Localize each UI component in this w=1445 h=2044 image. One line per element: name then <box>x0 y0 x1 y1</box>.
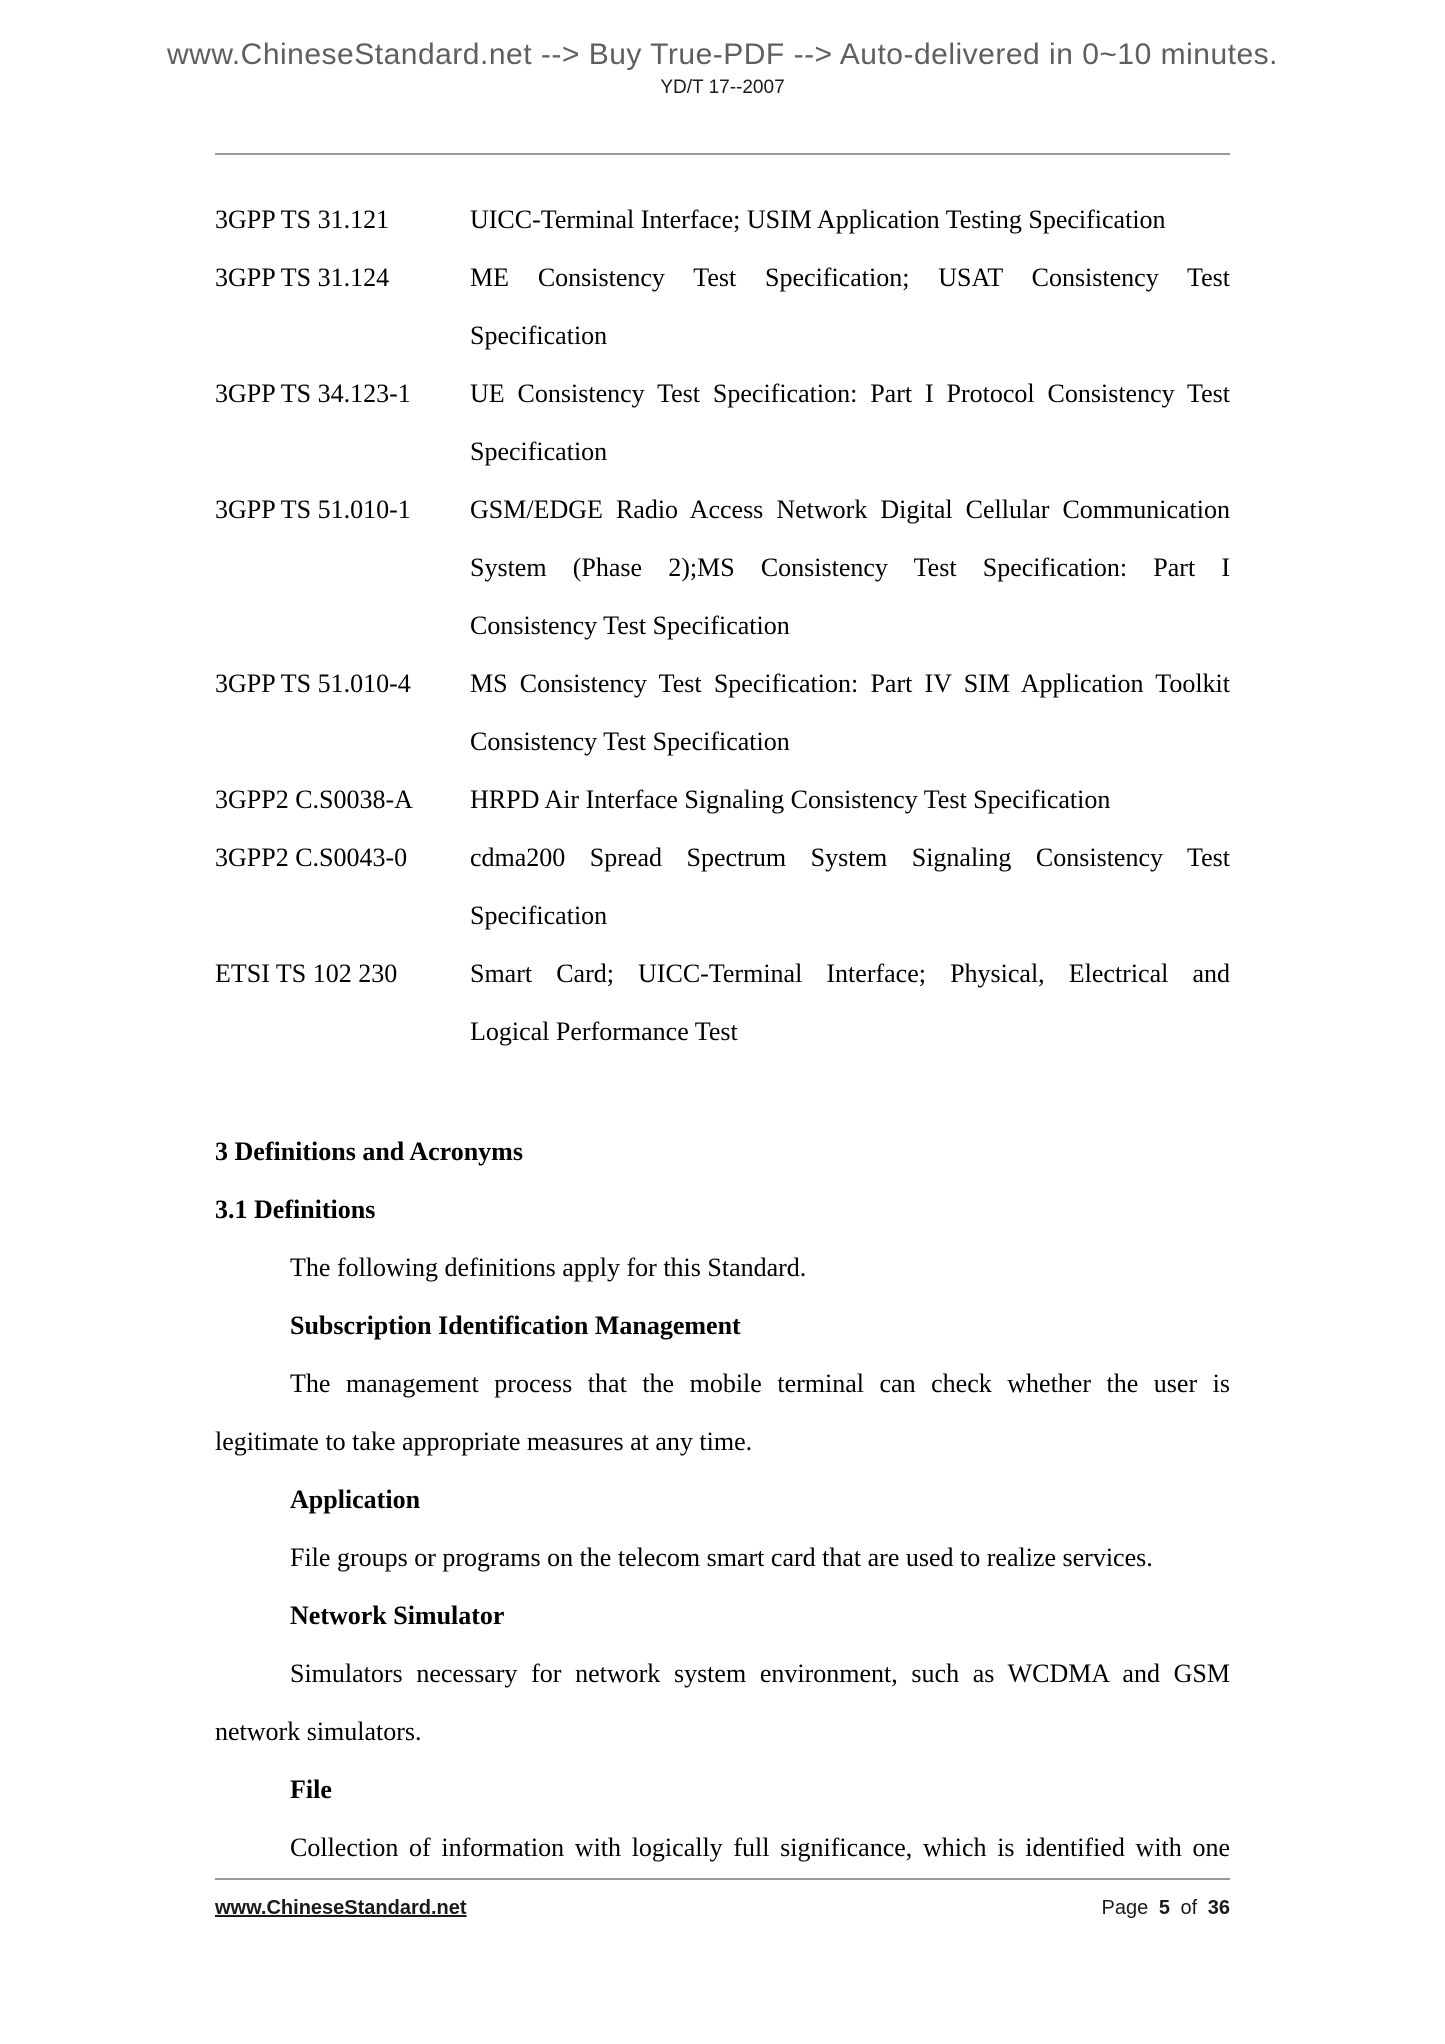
definition-line: network simulators. <box>215 1717 422 1746</box>
reference-description <box>470 365 1230 481</box>
reference-line: Specification <box>470 901 608 930</box>
reference-id: 3GPP TS 51.010-1 <box>215 495 411 524</box>
reference-id: ETSI TS 102 230 <box>215 959 398 988</box>
page-number: 5 <box>1158 1897 1170 1919</box>
page-total: 36 <box>1207 1897 1230 1919</box>
reference-row <box>215 771 1230 829</box>
page-footer <box>215 1878 1230 1920</box>
doc-code: YD/T 17--2007 <box>660 77 785 98</box>
definition-block <box>215 1587 1230 1761</box>
reference-line: Specification <box>470 321 608 350</box>
definition-line: The management process that the mobile terminal can check whether the user is <box>290 1369 1230 1398</box>
definition-block <box>215 1761 1230 1877</box>
definition-line: File groups or programs on the telecom smart card that are used to realize services. <box>290 1543 1153 1572</box>
reference-list <box>215 191 1230 1061</box>
reference-line: ME Consistency Test Specification; USAT Consistency Test <box>470 263 1230 292</box>
definition-line: Collection of information with logically full significance, which is identified with one <box>290 1833 1230 1862</box>
page-indicator <box>1102 1896 1230 1920</box>
reference-line: Smart Card; UICC-Terminal Interface; Physical, Electrical and <box>470 959 1230 988</box>
reference-line: Specification <box>470 437 608 466</box>
subsection-heading: 3.1 Definitions <box>215 1195 376 1224</box>
reference-line: UICC-Terminal Interface; USIM Application Testing Specification <box>470 205 1166 234</box>
reference-line: System (Phase 2);MS Consistency Test Specification: Part I <box>470 553 1230 582</box>
reference-line: MS Consistency Test Specification: Part IV SIM Application Toolkit <box>470 669 1230 698</box>
reference-description <box>470 249 1230 365</box>
definition-block <box>215 1297 1230 1471</box>
reference-row <box>215 655 1230 771</box>
page-label: Page <box>1101 1897 1149 1919</box>
reference-description <box>470 829 1230 945</box>
reference-description <box>470 191 1230 249</box>
header-divider <box>215 153 1230 155</box>
reference-row <box>215 481 1230 655</box>
reference-line: Consistency Test Specification <box>470 611 790 640</box>
reference-line: GSM/EDGE Radio Access Network Digital Cellular Communication <box>470 495 1230 524</box>
intro-paragraph: The following definitions apply for this Standard. <box>290 1253 807 1282</box>
term-heading: File <box>290 1775 332 1804</box>
reference-id: 3GPP TS 31.124 <box>215 263 390 292</box>
reference-row <box>215 365 1230 481</box>
reference-id: 3GPP2 C.S0043-0 <box>215 843 408 872</box>
reference-line: Logical Performance Test <box>470 1017 738 1046</box>
reference-id: 3GPP TS 51.010-4 <box>215 669 411 698</box>
term-heading: Subscription Identification Management <box>290 1311 741 1340</box>
section-heading: 3 Definitions and Acronyms <box>215 1137 523 1166</box>
definition-line: legitimate to take appropriate measures at any time. <box>215 1427 753 1456</box>
reference-description <box>470 945 1230 1061</box>
reference-description <box>470 771 1230 829</box>
reference-id: 3GPP TS 31.121 <box>215 205 390 234</box>
footer-divider <box>215 1878 1230 1880</box>
term-heading: Application <box>290 1485 421 1514</box>
term-heading: Network Simulator <box>290 1601 505 1630</box>
reference-id: 3GPP2 C.S0038-A <box>215 785 413 814</box>
definition-block <box>215 1471 1230 1587</box>
reference-line: UE Consistency Test Specification: Part I Protocol Consistency Test <box>470 379 1230 408</box>
reference-id: 3GPP TS 34.123-1 <box>215 379 411 408</box>
definition-line: Simulators necessary for network system environment, such as WCDMA and GSM <box>290 1659 1230 1688</box>
reference-line: HRPD Air Interface Signaling Consistency Test Specification <box>470 785 1111 814</box>
of-label: of <box>1180 1897 1198 1919</box>
reference-row <box>215 249 1230 365</box>
reference-row <box>215 829 1230 945</box>
footer-site-link[interactable]: www.ChineseStandard.net <box>215 1897 467 1919</box>
page-content <box>215 191 1230 1877</box>
reference-line: cdma200 Spread Spectrum System Signaling Consistency Test <box>470 843 1230 872</box>
reference-row <box>215 945 1230 1061</box>
header-promo-text: www.ChineseStandard.net --> Buy True-PDF --> Auto-delivered in 0~10 minutes. <box>166 38 1279 71</box>
reference-row <box>215 191 1230 249</box>
reference-line: Consistency Test Specification <box>470 727 790 756</box>
reference-description <box>470 481 1230 655</box>
reference-description <box>470 655 1230 771</box>
